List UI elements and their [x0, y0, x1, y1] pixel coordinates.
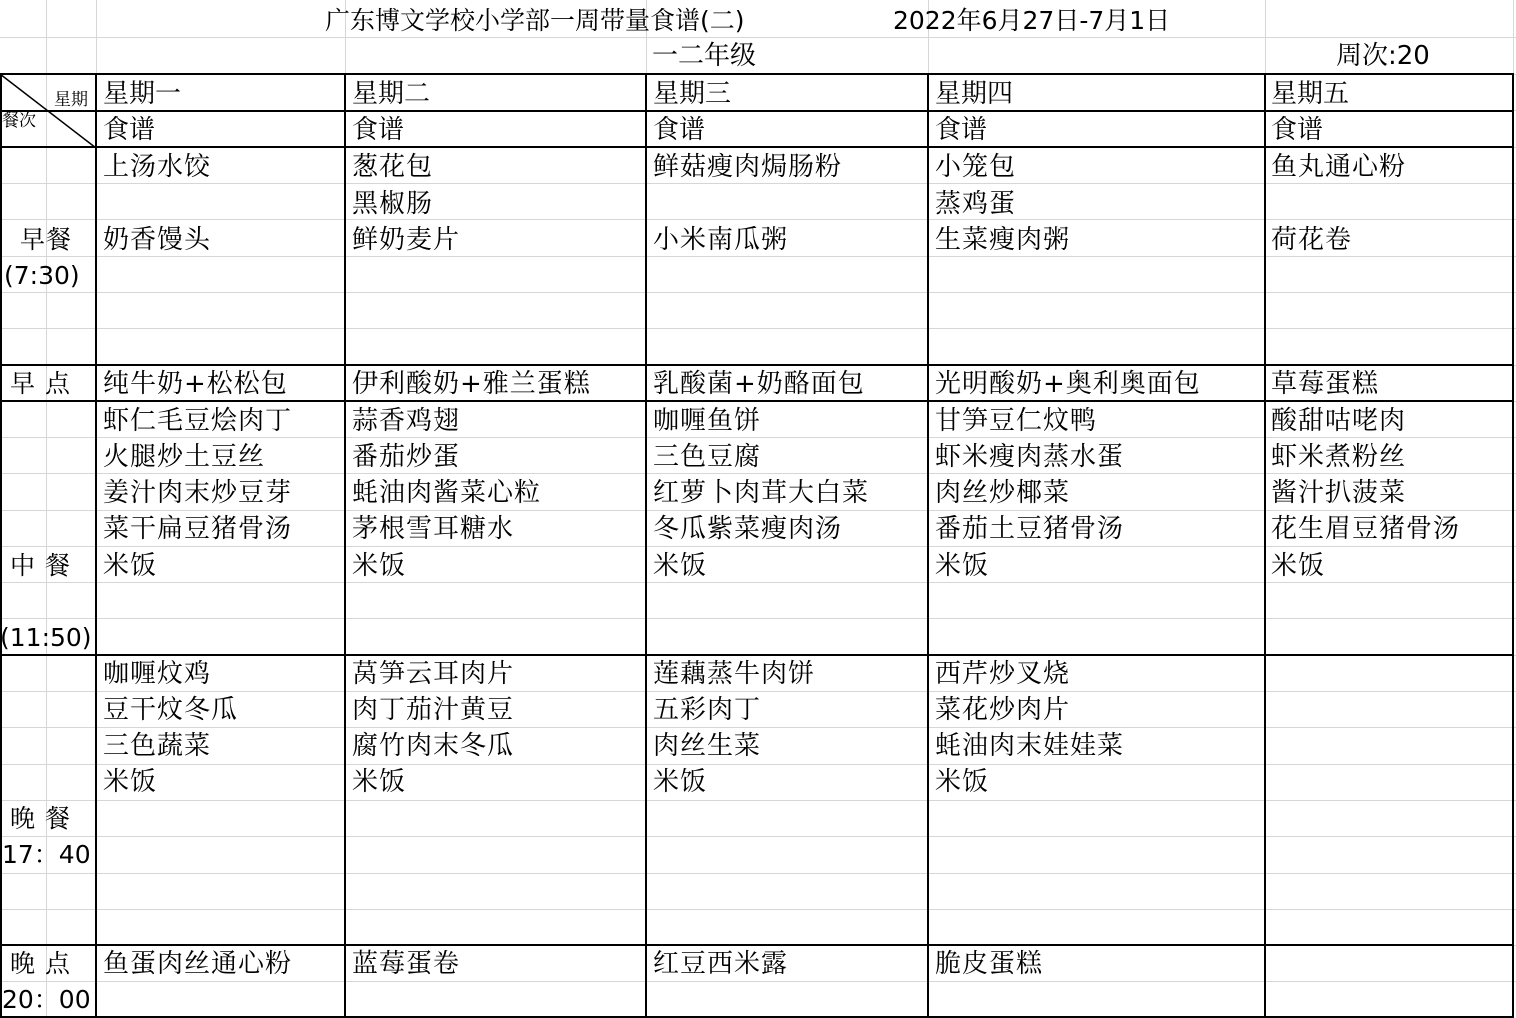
grade-label: 一二年级 — [652, 41, 757, 71]
morning-snack-wed: 乳酸菌+奶酪面包 — [653, 369, 865, 399]
meal-time-dinner: 17：40 — [2, 840, 91, 869]
dinner-wed-2: 五彩肉丁 — [653, 695, 762, 725]
recipe-label-tue: 食谱 — [352, 115, 405, 145]
dinner-wed-4: 米饭 — [653, 767, 708, 797]
breakfast-wed-3: 小米南瓜粥 — [653, 225, 789, 255]
day-header-fri: 星期五 — [1271, 79, 1350, 109]
meal-label-lunch: 中 餐 — [10, 551, 71, 580]
border-col-5 — [1264, 73, 1266, 1018]
meal-time-lunch: (11:50) — [0, 623, 92, 652]
day-header-wed: 星期三 — [653, 79, 732, 109]
day-header-mon: 星期一 — [103, 79, 182, 109]
gridline-row — [0, 836, 1516, 837]
lunch-tue-1: 蒜香鸡翅 — [352, 406, 461, 436]
gridline-row — [0, 800, 1516, 801]
evening-snack-mon: 鱼蛋肉丝通心粉 — [103, 949, 293, 979]
lunch-tue-5: 米饭 — [352, 551, 407, 581]
dinner-tue-3: 腐竹肉末冬瓜 — [352, 731, 515, 761]
breakfast-fri-1: 鱼丸通心粉 — [1271, 152, 1407, 182]
breakfast-tue-2: 黑椒肠 — [352, 189, 434, 219]
meal-label-morning-snack: 早 点 — [10, 369, 71, 398]
breakfast-thu-3: 生菜瘦肉粥 — [935, 225, 1071, 255]
lunch-fri-2: 虾米煮粉丝 — [1271, 442, 1407, 472]
page-title: 广东博文学校小学部一周带量食谱(二) — [325, 6, 745, 35]
breakfast-fri-3: 荷花卷 — [1271, 225, 1353, 255]
recipe-label-fri: 食谱 — [1271, 115, 1324, 145]
dinner-tue-4: 米饭 — [352, 767, 407, 797]
breakfast-thu-2: 蒸鸡蛋 — [935, 189, 1017, 219]
corner-day-label: 星期 — [54, 90, 88, 110]
lunch-thu-3: 肉丝炒椰菜 — [935, 478, 1071, 508]
dinner-tue-2: 肉丁茄汁黄豆 — [352, 695, 515, 725]
lunch-tue-4: 茅根雪耳糖水 — [352, 514, 515, 544]
lunch-mon-3: 姜汁肉末炒豆芽 — [103, 478, 293, 508]
gridline-row — [0, 618, 1516, 619]
lunch-tue-3: 蚝油肉酱菜心粒 — [352, 478, 542, 508]
breakfast-mon-1: 上汤水饺 — [103, 152, 212, 182]
meal-label-dinner: 晚 餐 — [10, 804, 71, 833]
lunch-thu-4: 番茄土豆猪骨汤 — [935, 514, 1125, 544]
dinner-thu-4: 米饭 — [935, 767, 990, 797]
border-col-2 — [344, 73, 346, 1018]
breakfast-tue-1: 葱花包 — [352, 152, 434, 182]
border-right — [1512, 73, 1514, 1018]
lunch-tue-2: 番茄炒蛋 — [352, 442, 461, 472]
morning-snack-fri: 草莓蛋糕 — [1271, 369, 1380, 399]
dinner-wed-3: 肉丝生菜 — [653, 731, 762, 761]
breakfast-tue-3: 鲜奶麦片 — [352, 225, 461, 255]
border-col-4 — [927, 73, 929, 1018]
morning-snack-tue: 伊利酸奶+雅兰蛋糕 — [352, 369, 591, 399]
gridline-row — [0, 764, 1516, 765]
dinner-thu-3: 蚝油肉末娃娃菜 — [935, 731, 1125, 761]
evening-snack-thu: 脆皮蛋糕 — [935, 949, 1044, 979]
day-header-thu: 星期四 — [935, 79, 1014, 109]
meal-label-evening-snack: 晚 点 — [10, 949, 71, 978]
lunch-wed-2: 三色豆腐 — [653, 442, 762, 472]
gridline-row — [0, 328, 1516, 329]
gridline-row — [0, 37, 1516, 38]
lunch-mon-4: 菜干扁豆猪骨汤 — [103, 514, 293, 544]
recipe-label-wed: 食谱 — [653, 115, 706, 145]
lunch-wed-1: 咖喱鱼饼 — [653, 406, 762, 436]
date-range: 2022年6月27日-7月1日 — [893, 6, 1171, 35]
dinner-mon-2: 豆干炆冬瓜 — [103, 695, 239, 725]
border-col-3 — [645, 73, 647, 1018]
morning-snack-mon: 纯牛奶+松松包 — [103, 369, 288, 399]
lunch-thu-1: 甘笋豆仁炆鸭 — [935, 406, 1098, 436]
lunch-wed-5: 米饭 — [653, 551, 708, 581]
lunch-fri-3: 酱汁扒菠菜 — [1271, 478, 1407, 508]
evening-snack-wed: 红豆西米露 — [653, 949, 789, 979]
lunch-mon-2: 火腿炒土豆丝 — [103, 442, 266, 472]
lunch-mon-5: 米饭 — [103, 551, 158, 581]
border-left — [0, 73, 2, 1018]
recipe-label-thu: 食谱 — [935, 115, 988, 145]
border-label-col — [95, 73, 97, 1018]
border-top — [0, 73, 1514, 75]
corner-meal-label: 餐次 — [2, 111, 36, 131]
lunch-mon-1: 虾仁毛豆烩肉丁 — [103, 406, 293, 436]
evening-snack-tue: 蓝莓蛋卷 — [352, 949, 461, 979]
lunch-wed-3: 红萝卜肉茸大白菜 — [653, 478, 870, 508]
day-header-tue: 星期二 — [352, 79, 431, 109]
dinner-mon-4: 米饭 — [103, 767, 158, 797]
breakfast-wed-1: 鲜菇瘦肉焗肠粉 — [653, 152, 843, 182]
gridline-row — [0, 292, 1516, 293]
dinner-thu-1: 西芹炒叉烧 — [935, 659, 1071, 689]
meal-label-breakfast: 早餐 — [20, 225, 73, 254]
dinner-mon-3: 三色蔬菜 — [103, 731, 212, 761]
lunch-thu-5: 米饭 — [935, 551, 990, 581]
lunch-fri-1: 酸甜咕咾肉 — [1271, 406, 1407, 436]
lunch-fri-4: 花生眉豆猪骨汤 — [1271, 514, 1461, 544]
lunch-thu-2: 虾米瘦肉蒸水蛋 — [935, 442, 1125, 472]
meal-time-evening-snack: 20：00 — [2, 985, 91, 1014]
gridline-row — [0, 219, 1516, 220]
week-number: 周次:20 — [1336, 41, 1430, 71]
breakfast-mon-3: 奶香馒头 — [103, 225, 212, 255]
lunch-wed-4: 冬瓜紫菜瘦肉汤 — [653, 514, 843, 544]
dinner-wed-1: 莲藕蒸牛肉饼 — [653, 659, 816, 689]
breakfast-thu-1: 小笼包 — [935, 152, 1017, 182]
dinner-mon-1: 咖喱炆鸡 — [103, 659, 212, 689]
gridline-row — [0, 873, 1516, 874]
meal-time-breakfast: (7:30) — [4, 261, 80, 290]
morning-snack-thu: 光明酸奶+奥利奥面包 — [935, 369, 1201, 399]
lunch-fri-5: 米饭 — [1271, 551, 1326, 581]
dinner-tue-1: 莴笋云耳肉片 — [352, 659, 515, 689]
gridline-row — [0, 909, 1516, 910]
recipe-label-mon: 食谱 — [103, 115, 156, 145]
dinner-thu-2: 菜花炒肉片 — [935, 695, 1071, 725]
